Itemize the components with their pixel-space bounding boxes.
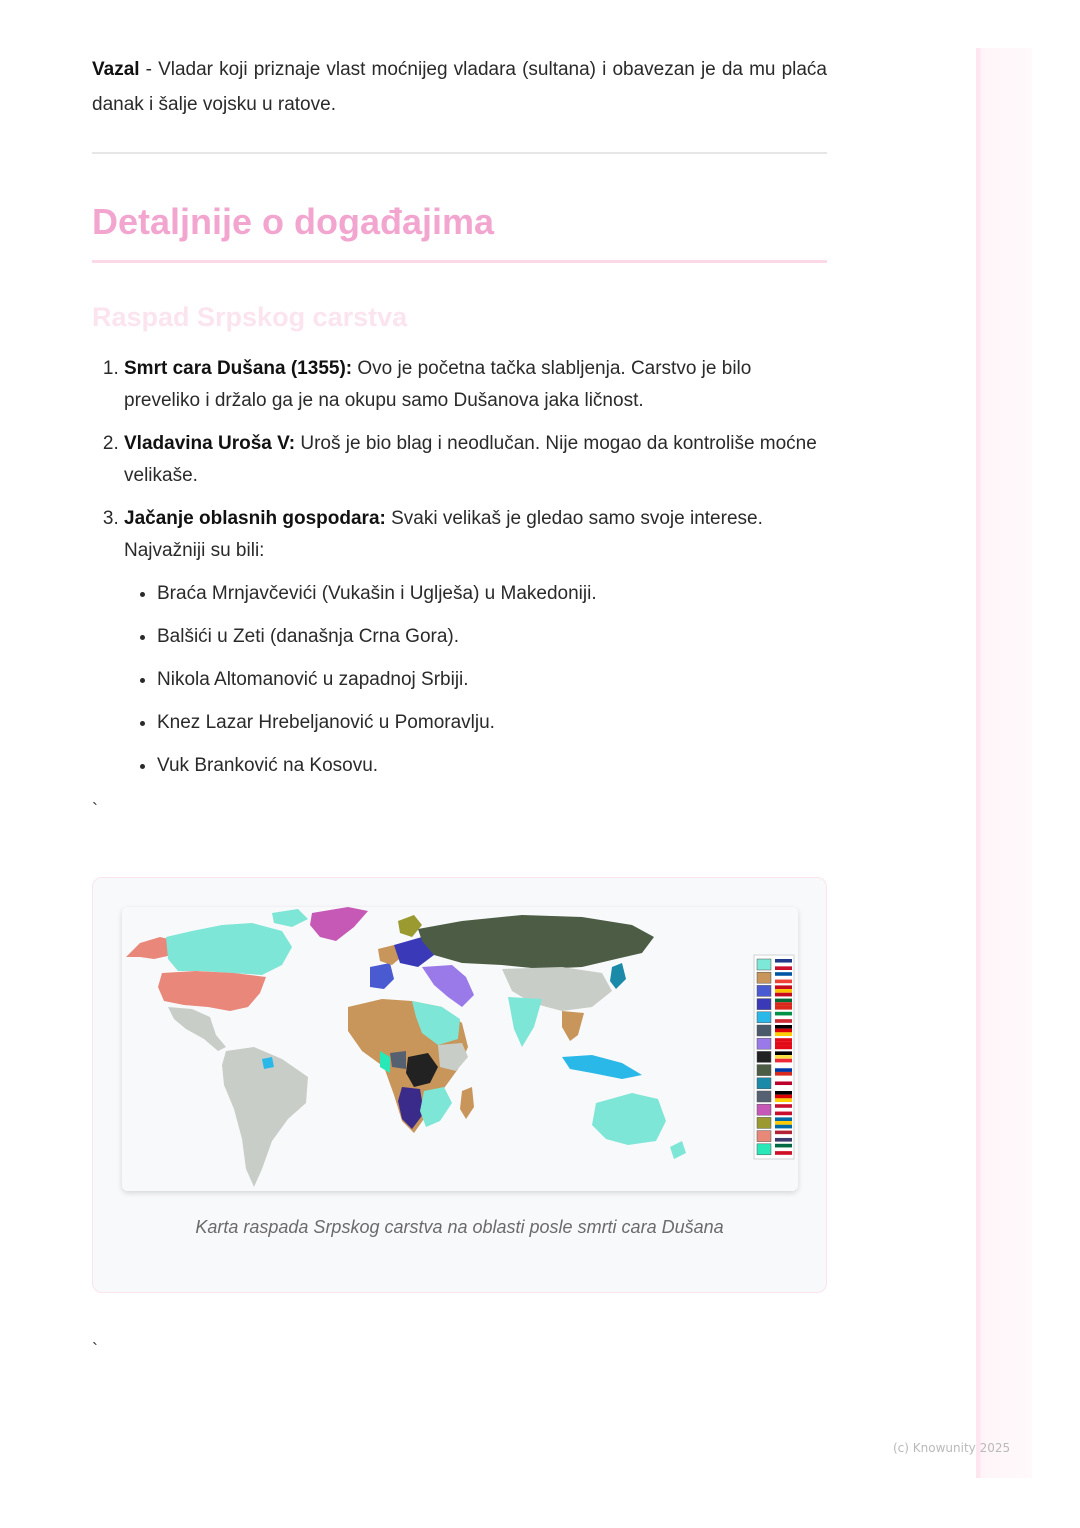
sub-list-item: • Nikola Altomanović u zapadnoj Srbiji. — [157, 664, 827, 696]
italy-flag-icon — [775, 1012, 792, 1023]
list-item — [124, 503, 827, 782]
lords-list — [124, 578, 827, 782]
sub-list-item: • Knez Lazar Hrebeljanović u Pomoravlju. — [157, 707, 827, 739]
item-text: Ovo je početna tačka slabljenja. Carstvo je bilo preveliko i držalo ga je na okupu samo Dušanova jaka ličnost. — [124, 358, 752, 411]
world-map-icon — [122, 907, 798, 1191]
item-text: Uroš je bio blag i neodlučan. Nije mogao da kontroliše moćne velikaše. — [124, 433, 817, 486]
section-title: Detaljnije o događajima — [92, 201, 495, 242]
russia-flag-icon — [775, 1065, 792, 1076]
vazal-term: Vazal — [92, 59, 140, 80]
legend-swatch — [757, 999, 771, 1010]
mexico-flag-icon — [775, 1144, 792, 1155]
legend-swatch — [757, 1051, 771, 1062]
legend-swatch — [757, 972, 771, 983]
uk-flag-icon — [775, 959, 792, 970]
legend-swatch — [757, 985, 771, 996]
france-flag-icon — [775, 972, 792, 983]
spain-flag-icon — [775, 985, 792, 996]
legend-swatch — [757, 1144, 771, 1155]
legend-swatch — [757, 1012, 771, 1023]
legend-swatch — [757, 1078, 771, 1089]
germany-flag-icon — [775, 1025, 792, 1036]
horizontal-divider — [92, 152, 827, 154]
sweden-flag-icon — [775, 1117, 792, 1128]
map-figure — [92, 877, 827, 1293]
map-legend — [754, 955, 794, 1159]
map-caption: Karta raspada Srpskog carstva na oblasti posle smrti cara Dušana — [195, 1217, 724, 1237]
sub-list-item: • Braća Mrnjavčevići (Vukašin i Uglješa) u Makedoniji. — [157, 578, 827, 610]
usa-flag-icon — [775, 1131, 792, 1142]
item-term: Jačanje oblasnih gospodara: — [124, 508, 386, 529]
belgium-flag-icon — [775, 1051, 792, 1062]
legend-swatch — [757, 1131, 771, 1142]
events-list — [92, 353, 827, 782]
page-content — [92, 52, 827, 793]
item-term: Vladavina Uroša V: — [124, 433, 296, 454]
legend-swatch — [757, 1038, 771, 1049]
legend-swatch — [757, 1104, 771, 1115]
legend-swatch — [757, 1091, 771, 1102]
map-image — [122, 907, 798, 1191]
stray-backtick: ` — [92, 800, 98, 820]
list-item — [124, 428, 827, 492]
legend-swatch — [757, 1117, 771, 1128]
subsection-title: Raspad Srpskog carstva — [92, 302, 408, 332]
legend-swatch — [757, 1065, 771, 1076]
item-text: Svaki velikaš je gledao samo svoje interese. Najvažniji su bili: — [124, 508, 763, 561]
legend-swatch — [757, 959, 771, 970]
sub-list-item: • Balšići u Zeti (današnja Crna Gora). — [157, 621, 827, 653]
turkey-flag-icon — [775, 1038, 792, 1049]
list-item — [124, 353, 827, 417]
page-side-bar — [976, 48, 1032, 1478]
copyright-notice: (c) Knowunity 2025 — [893, 1441, 1011, 1455]
item-term: Smrt cara Dušana (1355): — [124, 358, 353, 379]
section-title-underline — [92, 260, 827, 263]
sub-list-item: • Vuk Branković na Kosovu. — [157, 750, 827, 782]
stray-backtick: ` — [92, 1340, 98, 1360]
vazal-text: - Vladar koji priznaje vlast moćnijeg vladara (sultana) i obavezan je da mu plaća danak i šalje vojsku u ratove. — [92, 59, 827, 115]
germany-flag-icon — [775, 1091, 792, 1102]
japan-flag-icon — [775, 1078, 792, 1089]
portugal-flag-icon — [775, 999, 792, 1010]
vazal-definition — [92, 52, 827, 122]
denmark-flag-icon — [775, 1104, 792, 1115]
legend-swatch — [757, 1025, 771, 1036]
